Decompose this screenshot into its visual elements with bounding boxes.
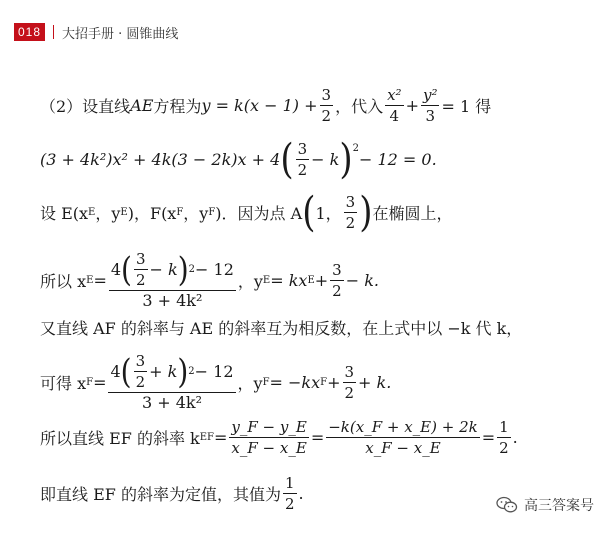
text: = 1 得	[441, 97, 492, 116]
fraction	[330, 261, 344, 300]
text: )，F(x	[127, 204, 177, 223]
text: ，y	[237, 373, 263, 393]
watermark-text: 高三答案号	[524, 498, 594, 514]
text: 在椭圆上，	[372, 204, 453, 223]
right-paren: )	[177, 249, 189, 289]
text: − 12	[195, 259, 234, 279]
fraction	[497, 418, 511, 457]
denominator: 3 + 4k²	[141, 393, 203, 412]
math-expr: + k	[149, 361, 178, 381]
math-expr: − k	[311, 150, 340, 169]
math-expr: + k.	[358, 372, 392, 392]
numerator: 3	[135, 352, 146, 370]
left-paren: (	[302, 188, 316, 237]
text: （2）设直线	[40, 97, 131, 116]
fraction	[385, 86, 403, 125]
text: 可得 x	[40, 373, 87, 393]
left-paren: (	[121, 249, 132, 289]
text: 1，	[315, 204, 342, 223]
numerator: 3	[345, 193, 356, 211]
watermark	[496, 495, 594, 515]
numerator: 3	[321, 86, 332, 104]
text: − 12	[194, 361, 234, 381]
right-paren: )	[177, 351, 189, 391]
math-expr: − k	[149, 259, 178, 279]
numerator: 1	[499, 418, 509, 436]
text: ，y	[183, 204, 209, 223]
text: .	[298, 484, 304, 503]
solution-line-3: 设 E(x E ，y E )，F(x F ，y F )．因为点 A ( 1， $\frac{3}{2}$ ) 在椭圆上，	[40, 188, 453, 237]
numerator: 3	[344, 362, 355, 381]
denominator: 2	[297, 161, 308, 179]
denominator: 2	[284, 495, 295, 513]
solution-line-6: 可得 x F = 4 ( $\frac{3}{2}$ + k ) 2 − 12 3 + 4k² ，y F = −kx F + $\frac{3}{2}$ + k.	[40, 351, 392, 412]
solution-line-8	[40, 474, 304, 513]
text: 4	[110, 259, 122, 279]
numerator: 4 ( $\frac{3}{2}$ + k ) 2 − 12	[110, 351, 234, 391]
fraction	[326, 418, 479, 457]
right-paren: )	[359, 188, 373, 237]
fraction	[343, 363, 357, 402]
denominator: 2	[332, 281, 342, 300]
math-expr: − 12 = 0.	[358, 150, 437, 169]
fraction	[320, 86, 334, 125]
denominator: 2	[135, 373, 146, 391]
numerator: 1	[284, 474, 295, 492]
solution-line-1	[40, 86, 491, 125]
math-expr: (3 + 4k²)x² + 4k(3 − 2k)x + 4	[40, 150, 281, 169]
numerator: 3	[297, 140, 308, 158]
denominator: 2	[321, 107, 332, 125]
text: 又直线 AF 的斜率与 AE 的斜率互为相反数，在上式中以 −k 代 k，	[40, 319, 523, 338]
fraction	[296, 140, 310, 179]
fraction	[134, 352, 148, 391]
text: 所以 x	[40, 271, 87, 291]
text: )．因为点 A	[215, 204, 303, 223]
text: 设 E(x	[40, 204, 89, 223]
text: 即直线 EF 的斜率为定值，其值为	[40, 485, 281, 504]
denominator: 2	[345, 214, 356, 232]
numerator: 4 ( $\frac{3}{2}$ − k ) 2 − 12	[110, 249, 234, 289]
text: +	[314, 270, 329, 290]
numerator: 3	[135, 250, 146, 268]
denominator: 2	[499, 439, 509, 457]
math-expr: = −kx	[269, 372, 321, 392]
wechat-icon	[496, 496, 518, 514]
text: +	[327, 372, 341, 392]
left-paren: (	[280, 135, 294, 184]
math-expr: y = k(x − 1) +	[201, 96, 318, 115]
page-number-badge: 018	[14, 23, 45, 41]
text: ，y	[95, 204, 121, 223]
right-paren: )	[339, 135, 353, 184]
denominator: x_F − x_E	[231, 439, 307, 457]
fraction	[109, 250, 236, 310]
math-expr: − k.	[345, 270, 379, 290]
numerator: y²	[422, 86, 438, 104]
text: 所以直线 EF 的斜率 k	[40, 429, 200, 448]
denominator: x_F − x_E	[365, 439, 441, 457]
solution-line-5	[40, 316, 522, 339]
text: ，y	[237, 271, 263, 291]
denominator: 3	[425, 107, 435, 125]
math-expr: = kx	[270, 270, 308, 290]
text: 方程为	[153, 97, 202, 116]
fraction	[108, 352, 235, 412]
denominator: 3 + 4k²	[142, 291, 203, 310]
numerator: −k(x_F + x_E) + 2k	[328, 418, 478, 436]
math-var: AE	[130, 96, 154, 115]
fraction	[421, 86, 440, 125]
solution-line-2: (3 + 4k²)x² + 4k(3 − 2k)x + 4 ( $\frac{3}{2}$ − k ) $^2$ − 12 = 0.	[40, 135, 437, 184]
text: +	[405, 96, 419, 115]
fraction	[134, 250, 148, 289]
left-paren: (	[120, 351, 132, 391]
solution-line-7: 所以直线 EF 的斜率 k EF = $\frac{y\_F - y\_E}{x\_F - x\_E}$ = $\frac{-k(x\_F + x\_E) + 2k}{x\_F - x\_E}$ = $\frac{1}{2}$ .	[40, 418, 518, 457]
fraction	[344, 193, 358, 232]
text: 4	[110, 361, 121, 381]
denominator: 4	[389, 107, 400, 125]
text: ，代入	[335, 97, 384, 116]
denominator: 2	[344, 383, 355, 402]
header-title: 大招手册 · 圆锥曲线	[62, 26, 179, 42]
fraction	[229, 418, 308, 457]
fraction	[283, 474, 297, 513]
numerator: 3	[332, 260, 342, 279]
solution-line-4: 所以 x E = 4 ( $\frac{3}{2}$ − k ) 2 − 12 3 + 4k² ，y E = kx E + $\frac{3}{2}$ − k.	[40, 249, 379, 310]
numerator: y_F − y_E	[231, 418, 307, 436]
denominator: 2	[135, 271, 146, 289]
numerator: x²	[387, 86, 402, 104]
